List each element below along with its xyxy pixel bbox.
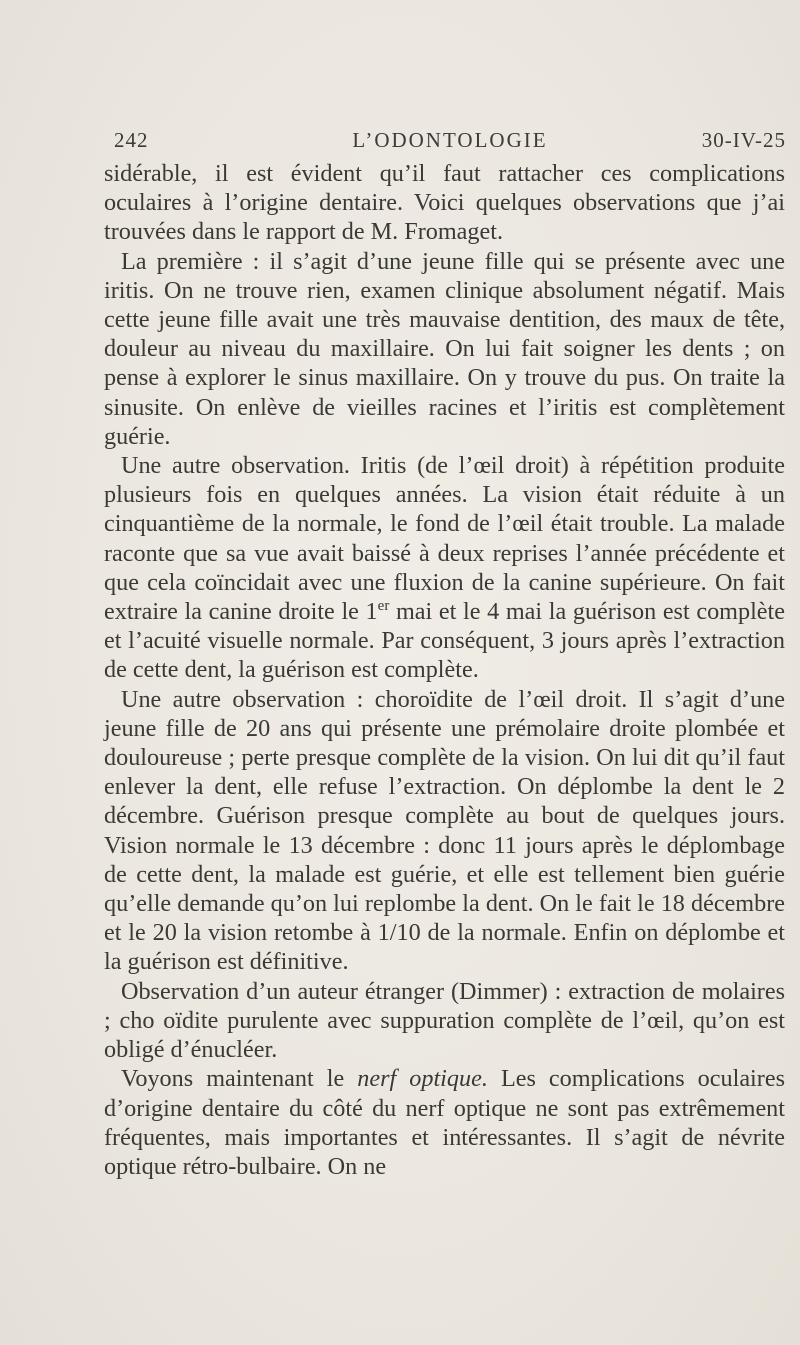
page-number: 242 [114, 128, 149, 152]
running-header [114, 128, 786, 158]
ordinal-superscript: er [377, 597, 390, 614]
paragraph-text: mai et le 4 mai la guérison est complète et l’acuité visuelle normale. Par conséquent, 3 jours après l’extraction de cette dent, la guérison est complète. [104, 598, 785, 684]
issue-date: 30-IV-25 [701, 128, 786, 152]
paragraph-optic-nerve [104, 1064, 785, 1181]
paragraph-text: Une autre observation. Iritis (de l’œil droit) à répétition produite plusieurs fois en quelques années. La vision était réduite à un cinquantième de la normale, le fond de l’œil était trouble. La malade raconte que sa vue avait baissé à deux reprises l’année précédente et que cela coïncidait avec une fluxion de la canine supérieure. On fait extraire la canine droite le 1 [104, 452, 785, 626]
paragraph-observation-dimmer: Observation d’un auteur étranger (Dimmer) : extraction de molaires ; cho oïdite purulente avec suppuration complète de l’œil, qu’on est obligé d’énucléer. [104, 977, 785, 1064]
paragraph-continued: sidérable, il est évident qu’il faut rattacher ces complications oculaires à l’origine dentaire. Voici quelques observations que j’ai trouvées dans le rapport de M. Fromaget. [104, 160, 785, 246]
paragraph-observation-iritis: La première : il s’agit d’une jeune fille qui se présente avec une iritis. On ne trouve rien, examen clinique absolument négatif. Mais cette jeune fille avait une très mauvaise dentition, des maux de tête, douleur au niveau du maxillaire. On lui fait soigner les dents ; on pense à explorer le sinus maxillaire. On y trouve du pus. On traite la sinusite. On enlève de vieilles racines et l’iritis est complètement guérie. [104, 247, 785, 450]
journal-title: L’ODONTOLOGIE [352, 128, 548, 152]
body-text [104, 159, 785, 1181]
paragraph-observation-repeated-iritis [104, 451, 785, 685]
paragraph-text: Les complications oculaires d’origine dentaire du côté du nerf optique ne sont pas extrêmement fréquentes, mais importantes et intéressantes. Il s’agit de névrite optique rétro-bulbaire. On ne [104, 1065, 785, 1180]
paragraph-text: Voyons maintenant le [121, 1065, 358, 1093]
paragraph-observation-choroiditis: Une autre observation : choroïdite de l’œil droit. Il s’agit d’une jeune fille de 20 ans qui présente une prémolaire droite plombée et douloureuse ; perte presque complète de la vision. On lui dit qu’il faut enlever la dent, elle refuse l’extraction. On déplombe la dent le 2 décembre. Guérison presque complète au bout de quelques jours. Vision normale le 13 décembre : donc 11 jours après le déplombage de cette dent, la malade est guérie, et elle est tellement bien guérie qu’elle demande qu’on lui replombe la dent. On le fait le 18 décembre et le 20 la vision retombe à 1/10 de la normale. Enfin on déplombe et la guérison est définitive. [104, 685, 785, 976]
emphasized-term: nerf optique. [357, 1065, 488, 1093]
